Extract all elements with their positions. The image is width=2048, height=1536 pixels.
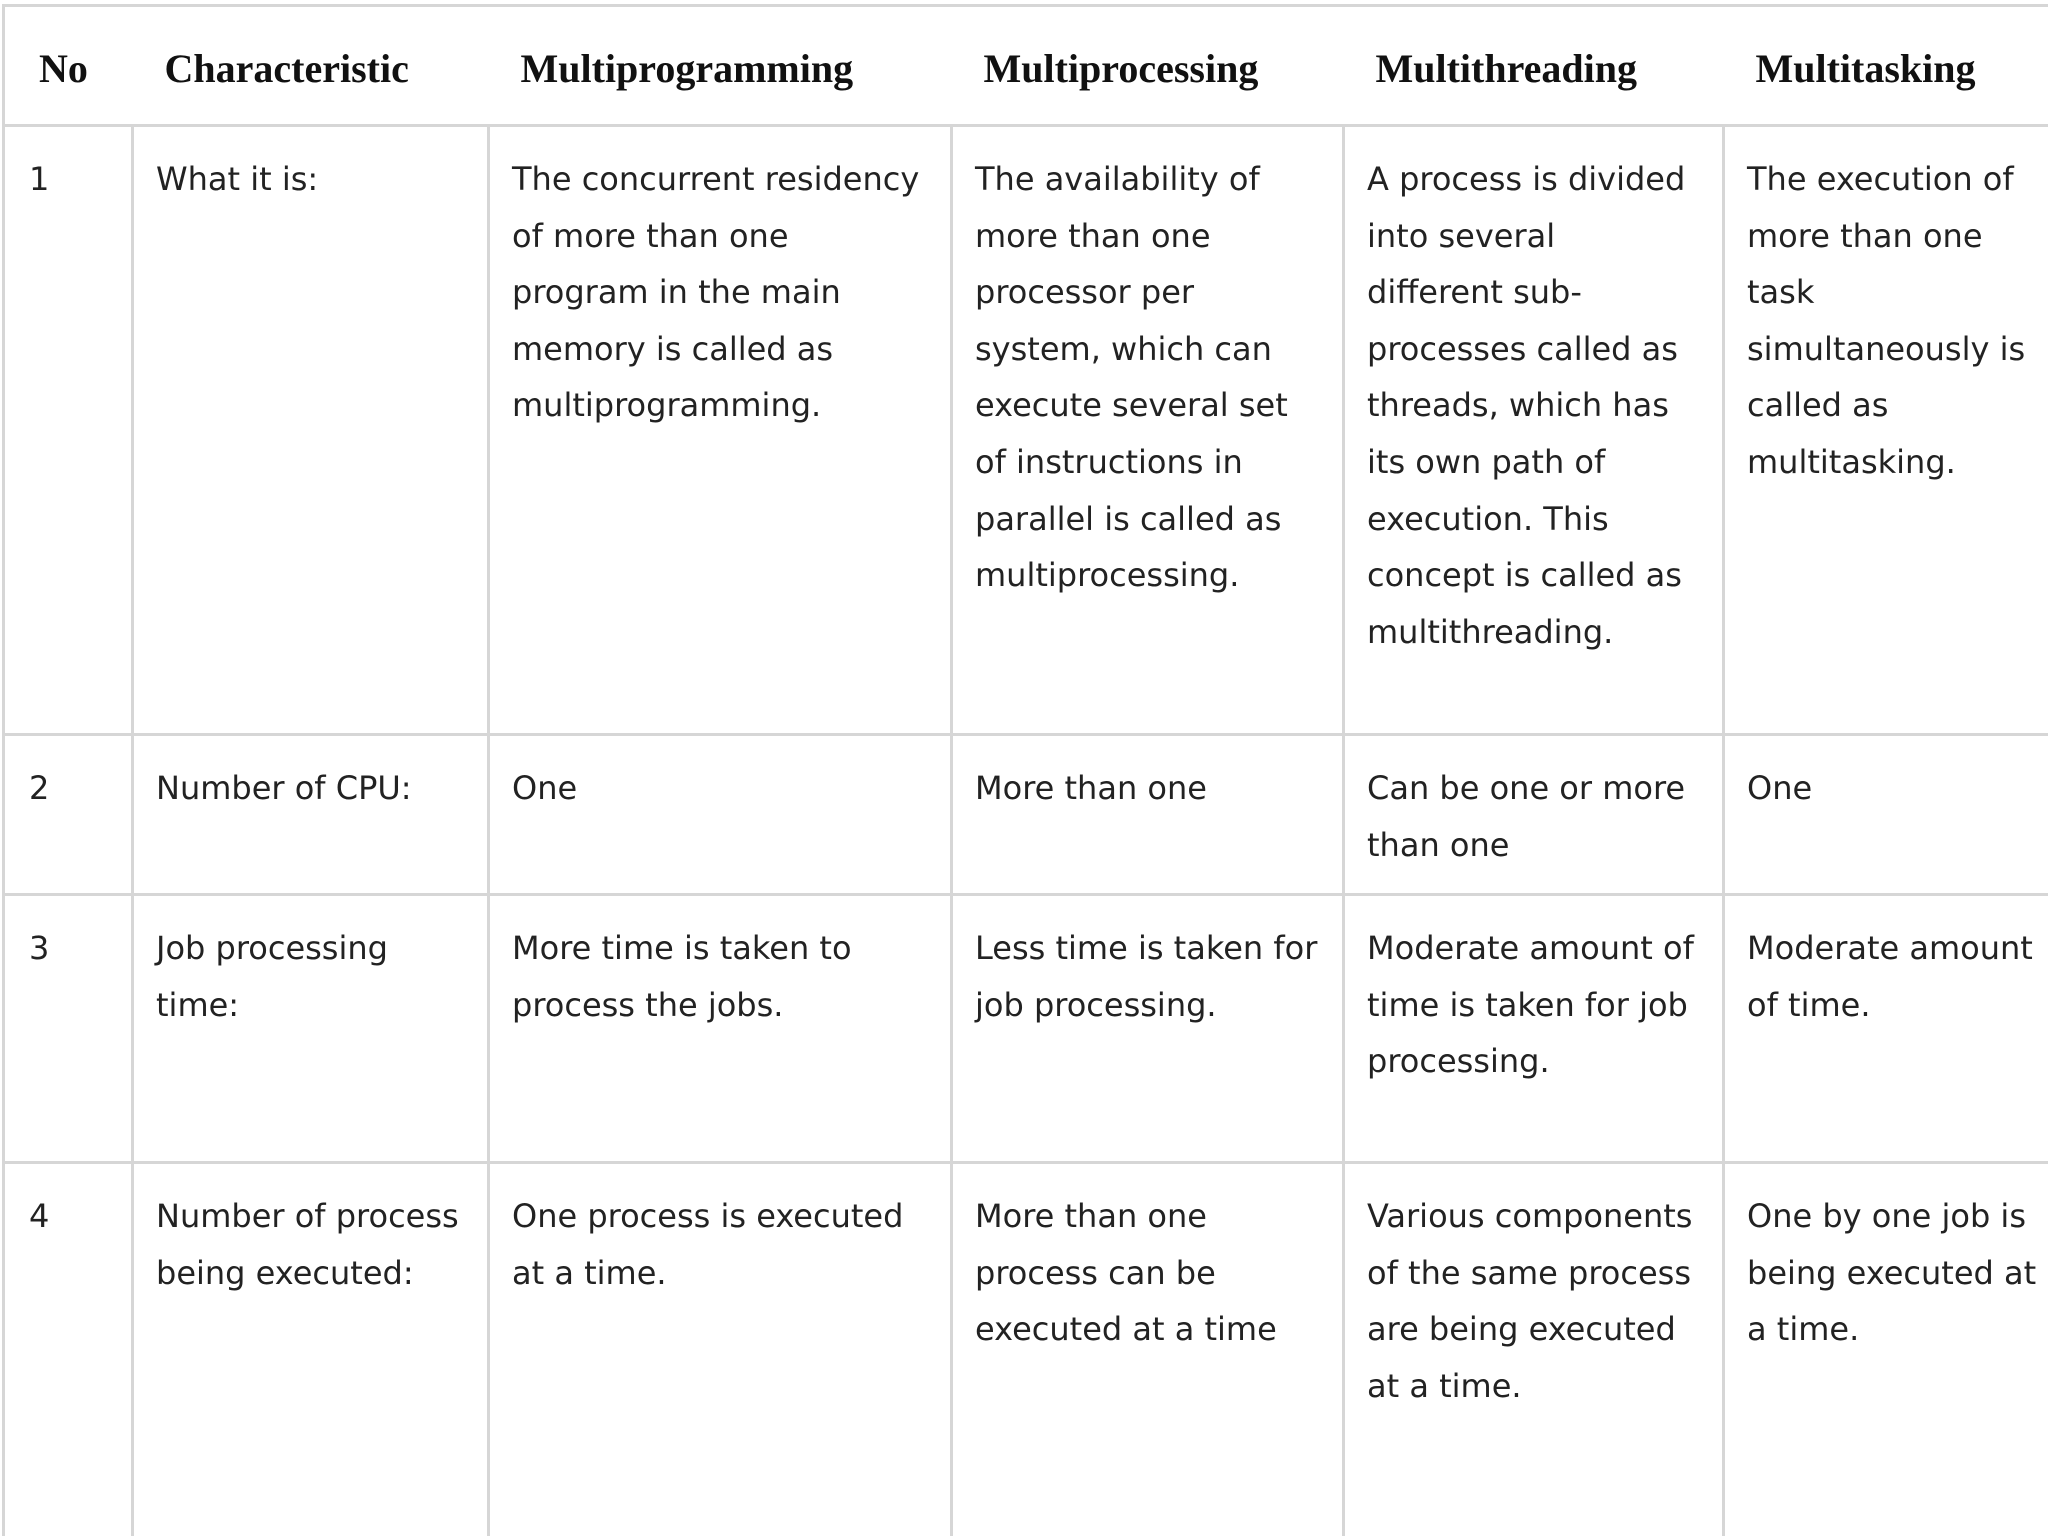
cell-no: 2: [4, 735, 133, 895]
table-row: [4, 895, 2048, 1163]
cell-multithreading: Moderate amount of time is taken for job processing.: [1344, 895, 1724, 1163]
cell-multitasking: Moderate amount of time.: [1724, 895, 2048, 1163]
cell-multiprocessing: Less time is taken for job processing.: [952, 895, 1344, 1163]
cell-no: 3: [4, 895, 133, 1163]
cell-characteristic: Job processing time:: [133, 895, 489, 1163]
cell-multiprogramming: More time is taken to process the jobs.: [489, 895, 952, 1163]
header-multithreading: Multithreading: [1344, 6, 1724, 126]
cell-no: 1: [4, 126, 133, 735]
table-row: [4, 126, 2048, 735]
cell-characteristic: What it is:: [133, 126, 489, 735]
cell-multithreading: Various components of the same process are being executed at a time.: [1344, 1163, 1724, 1536]
cell-multiprocessing: The availability of more than one processor per system, which can execute several set of instructions in parallel is called as multiprocessing.: [952, 126, 1344, 735]
cell-multitasking: The execution of more than one task simultaneously is called as multitasking.: [1724, 126, 2048, 735]
cell-multiprogramming: The concurrent residency of more than one program in the main memory is called as multiprogramming.: [489, 126, 952, 735]
comparison-table: [2, 4, 2048, 1536]
cell-multiprogramming: One process is executed at a time.: [489, 1163, 952, 1536]
cell-characteristic: Number of CPU:: [133, 735, 489, 895]
cell-characteristic: Number of process being executed:: [133, 1163, 489, 1536]
cell-multiprocessing: More than one process can be executed at a time: [952, 1163, 1344, 1536]
header-characteristic: Characteristic: [133, 6, 489, 126]
header-multiprogramming: Multiprogramming: [489, 6, 952, 126]
cell-multiprocessing: More than one: [952, 735, 1344, 895]
cell-multithreading: A process is divided into several different sub-processes called as threads, which has its own path of execution. This concept is called as multithreading.: [1344, 126, 1724, 735]
header-no: No: [4, 6, 133, 126]
cell-no: 4: [4, 1163, 133, 1536]
cell-multitasking: One by one job is being executed at a time.: [1724, 1163, 2048, 1536]
cell-multithreading: Can be one or more than one: [1344, 735, 1724, 895]
header-multiprocessing: Multiprocessing: [952, 6, 1344, 126]
table-row: [4, 735, 2048, 895]
table-header-row: [4, 6, 2048, 126]
table-row: [4, 1163, 2048, 1536]
header-multitasking: Multitasking: [1724, 6, 2048, 126]
cell-multiprogramming: One: [489, 735, 952, 895]
cell-multitasking: One: [1724, 735, 2048, 895]
